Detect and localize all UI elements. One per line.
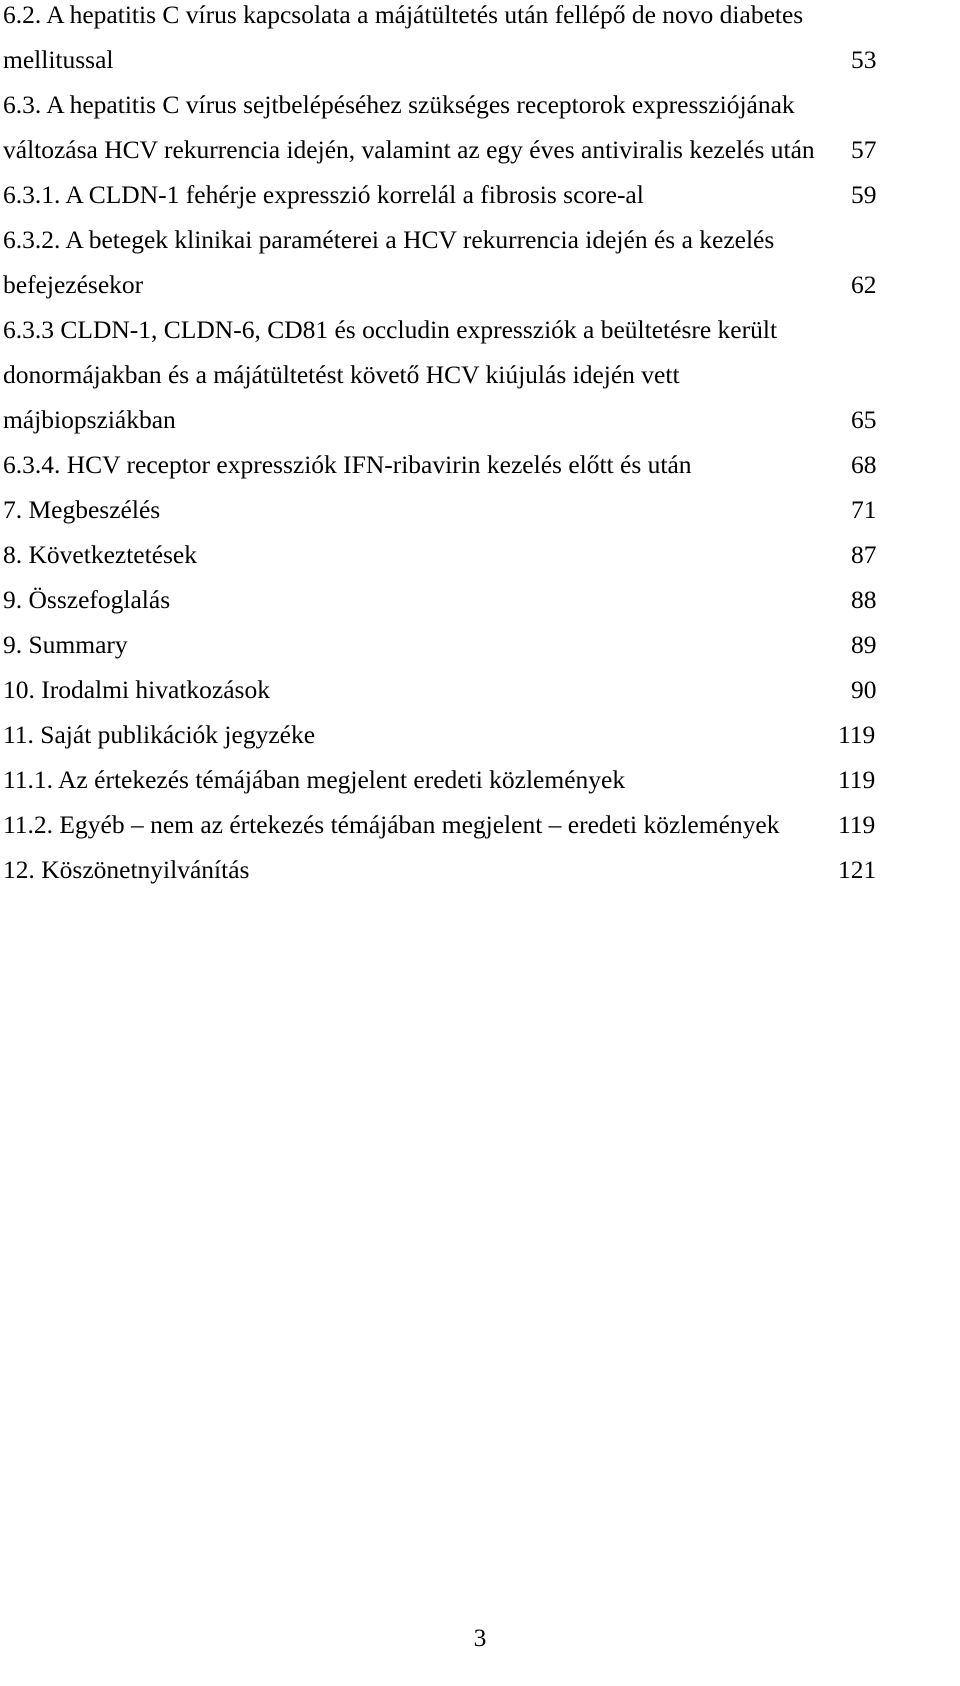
toc-page-number: 87 (851, 540, 877, 569)
toc-page-number: 62 (851, 270, 877, 299)
toc-page-number: 89 (851, 630, 877, 659)
toc-page-number: 68 (851, 450, 877, 479)
toc-entry-text: mellitussal (3, 45, 114, 74)
toc-entry-text: 6.2. A hepatitis C vírus kapcsolata a májátültetés után fellépő de novo diabetes (3, 0, 804, 29)
toc-entry-text: 6.3.1. A CLDN-1 fehérje expresszió korrelál a fibrosis score-al (3, 180, 644, 209)
toc-page-number: 90 (851, 675, 877, 704)
page-number: 3 (473, 1623, 487, 1652)
toc-entry-text: donormájakban és a májátültetést követő HCV kiújulás idején vett (3, 360, 680, 389)
toc-entry-text: 11.1. Az értekezés témájában megjelent eredeti közlemények (3, 765, 626, 794)
toc-entry-text: 6.3.4. HCV receptor expressziók IFN-ribavirin kezelés előtt és után (3, 450, 692, 479)
toc-entry-text: 8. Következtetések (3, 540, 198, 569)
toc-page-number: 119 (838, 720, 876, 749)
toc-entry-text: 6.3.3 CLDN-1, CLDN-6, CD81 és occludin expressziók a beültetésre került (3, 315, 778, 344)
toc-entry-text: 6.3. A hepatitis C vírus sejtbelépéséhez szükséges receptorok expressziójának (3, 90, 795, 119)
toc-page-number: 121 (838, 855, 877, 884)
toc-page-number: 57 (851, 135, 877, 164)
toc-entry-text: 6.3.2. A betegek klinikai paraméterei a HCV rekurrencia idején és a kezelés (3, 225, 775, 254)
toc-entry-text: 11.2. Egyéb – nem az értekezés témájában megjelent – eredeti közlemények (3, 810, 780, 839)
toc-entry-text: májbiopsziákban (3, 405, 176, 434)
toc-page-number: 53 (851, 45, 877, 74)
toc-page-number: 88 (851, 585, 877, 614)
toc-entry-text: változása HCV rekurrencia idején, valamint az egy éves antiviralis kezelés után (3, 135, 815, 164)
toc-entry-text: 10. Irodalmi hivatkozások (3, 675, 270, 704)
toc-entry-text: 7. Megbeszélés (3, 495, 161, 524)
toc-page-number: 119 (838, 765, 876, 794)
toc-page-number: 71 (851, 495, 877, 524)
toc-page-number: 59 (851, 180, 877, 209)
toc-entry-text: 12. Köszönetnyilvánítás (3, 855, 250, 884)
toc-entry-text: 9. Összefoglalás (3, 585, 171, 614)
toc-entry-text: 11. Saját publikációk jegyzéke (3, 720, 316, 749)
toc-entry-text: 9. Summary (3, 630, 128, 659)
toc-page-number: 65 (851, 405, 877, 434)
toc-page-number: 119 (838, 810, 876, 839)
toc-entry-text: befejezésekor (3, 270, 144, 299)
